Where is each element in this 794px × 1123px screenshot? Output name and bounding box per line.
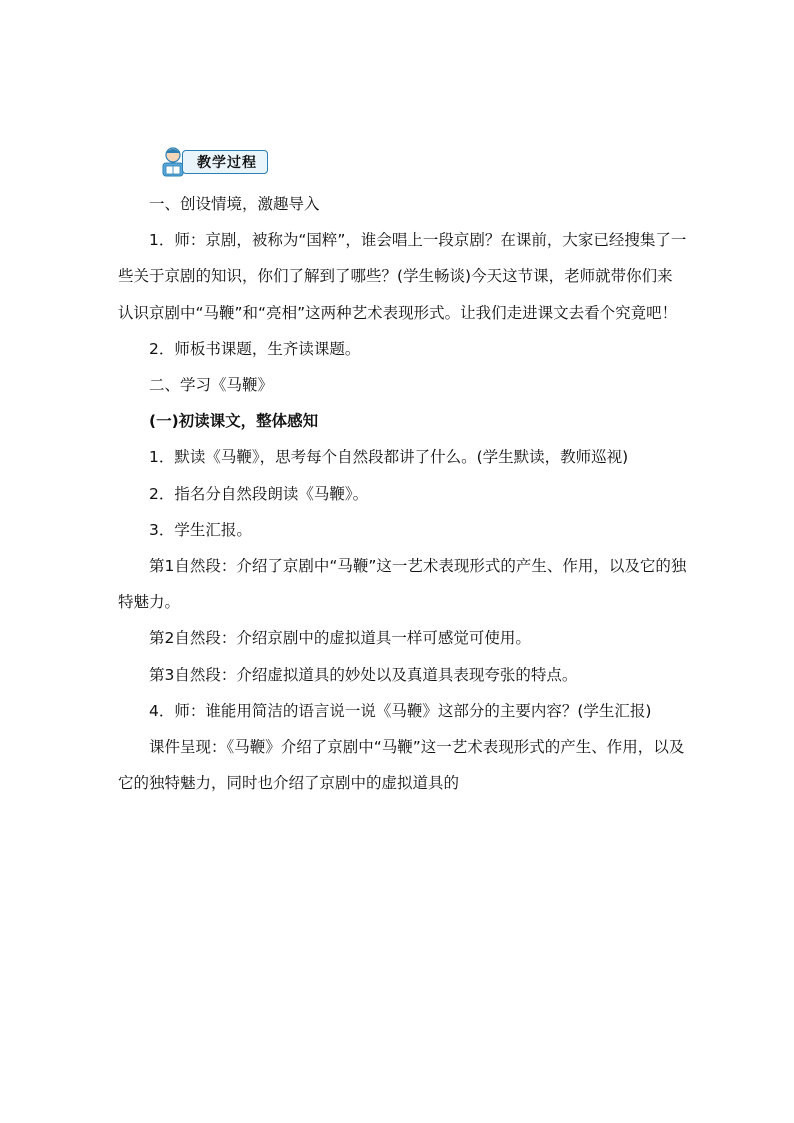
paragraph: 二、学习《马鞭》 — [149, 376, 274, 395]
section-header — [156, 145, 268, 179]
paragraph: 3．学生汇报。 — [149, 520, 252, 539]
paragraph: 4．师：谁能用简洁的语言说一说《马鞭》这部分的主要内容？(学生汇报) — [149, 701, 652, 720]
section-title: 教学过程 — [182, 150, 268, 174]
paragraph: 第1自然段：介绍了京剧中“马鞭”这一艺术表现形式的产生、作用，以及它的独特魅力。 — [118, 557, 687, 612]
lesson-body — [118, 186, 688, 801]
paragraph: (一)初读课文，整体感知 — [149, 412, 319, 431]
paragraph: 第3自然段：介绍虚拟道具的妙处以及真道具表现夸张的特点。 — [149, 665, 578, 684]
paragraph: 1．默读《马鞭》，思考每个自然段都讲了什么。(学生默读，教师巡视) — [149, 448, 629, 467]
paragraph: 1．师：京剧，被称为“国粹”，谁会唱上一段京剧？在课前，大家已经搜集了一些关于京剧的知识，你们了解到了哪些？(学生畅谈)今天这节课，老师就带你们来认识京剧中“马鞭”和“亮相”这两种艺术表现形式。让我们走进课文去看个究竟吧！ — [118, 231, 687, 322]
paragraph: 课件呈现：《马鞭》介绍了京剧中“马鞭”这一艺术表现形式的产生、作用，以及它的独特魅力，同时也介绍了京剧中的虚拟道具的 — [118, 738, 685, 793]
paragraph: 第2自然段：介绍京剧中的虚拟道具一样可感觉可使用。 — [149, 629, 531, 648]
paragraph: 一、创设情境，激趣导入 — [149, 195, 320, 213]
paragraph: 2．指名分自然段朗读《马鞭》。 — [149, 484, 369, 503]
paragraph: 2．师板书课题，生齐读课题。 — [149, 339, 361, 358]
